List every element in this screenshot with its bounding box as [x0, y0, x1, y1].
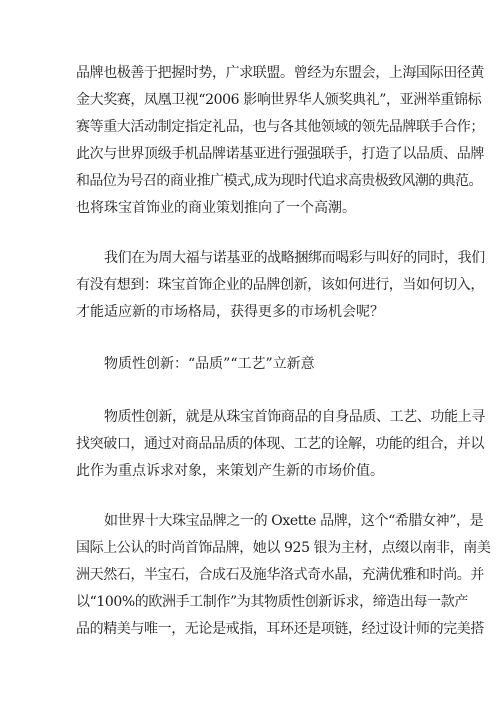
paragraph-oxette-example: [76, 508, 491, 643]
text-line: 品牌也极善于把握时势，广求联盟。曾经为东盟会，上海国际田径黄: [76, 65, 484, 81]
text-line: 和品位为号召的商业推广模式,成为现时代追求高贵极致风潮的典范。: [76, 173, 482, 189]
text-line: 此次与世界顶级手机品牌诺基亚进行强强联手，打造了以品质、品牌: [76, 146, 484, 162]
text-line: 金大奖赛，凤凰卫视“2006 影响世界华人颁奖典礼”，亚洲举重锦标: [76, 92, 482, 108]
section-heading: [76, 351, 432, 378]
text-line: 如世界十大珠宝品牌之一的 Oxette 品牌，这个“希腊女神”，是: [104, 513, 484, 529]
text-line: 找突破口，通过对商品品质的体现、工艺的诠解，功能的组合，并以: [76, 436, 484, 452]
paragraph-material-innovation: [76, 404, 485, 485]
text-line: 此作为重点诉求对象，来策划产生新的市场价值。: [76, 463, 384, 479]
text-line: 才能适应新的市场格局，获得更多的市场机会呢？: [76, 304, 384, 320]
paragraph-brand-alliances: [76, 60, 484, 222]
section-heading-text: 物质性创新：“品质”“工艺”立新意: [104, 356, 315, 372]
text-line: 有没有想到：珠宝首饰企业的品牌创新，该如何进行，当如何切入，: [76, 277, 484, 293]
text-line: 我们在为周大福与诺基亚的战略捆绑而喝彩与叫好的同时，我们: [104, 250, 485, 266]
text-line: 洲天然石，半宝石，合成石及施华洛式奇水晶，充满优雅和时尚。并: [76, 567, 484, 583]
text-line: 赛等重大活动制定指定礼品，也与各其他领域的领先品牌联手合作；: [76, 119, 484, 135]
text-line: 国际上公认的时尚首饰品牌，她以 925 银为主材，点缀以南非，南美: [76, 540, 491, 556]
paragraph-innovation-question: [76, 245, 485, 326]
text-line: 品的精美与唯一，无论是戒指，耳环还是项链，经过设计师的完美搭: [76, 621, 484, 637]
text-line: 也将珠宝首饰业的商业策划推向了一个高潮。: [76, 200, 356, 216]
text-line: 以“100%的欧洲手工制作”为其物质性创新诉求，缔造出每一款产: [76, 594, 468, 610]
text-line: 物质性创新，就是从珠宝首饰商品的自身品质、工艺、功能上寻: [104, 409, 485, 425]
